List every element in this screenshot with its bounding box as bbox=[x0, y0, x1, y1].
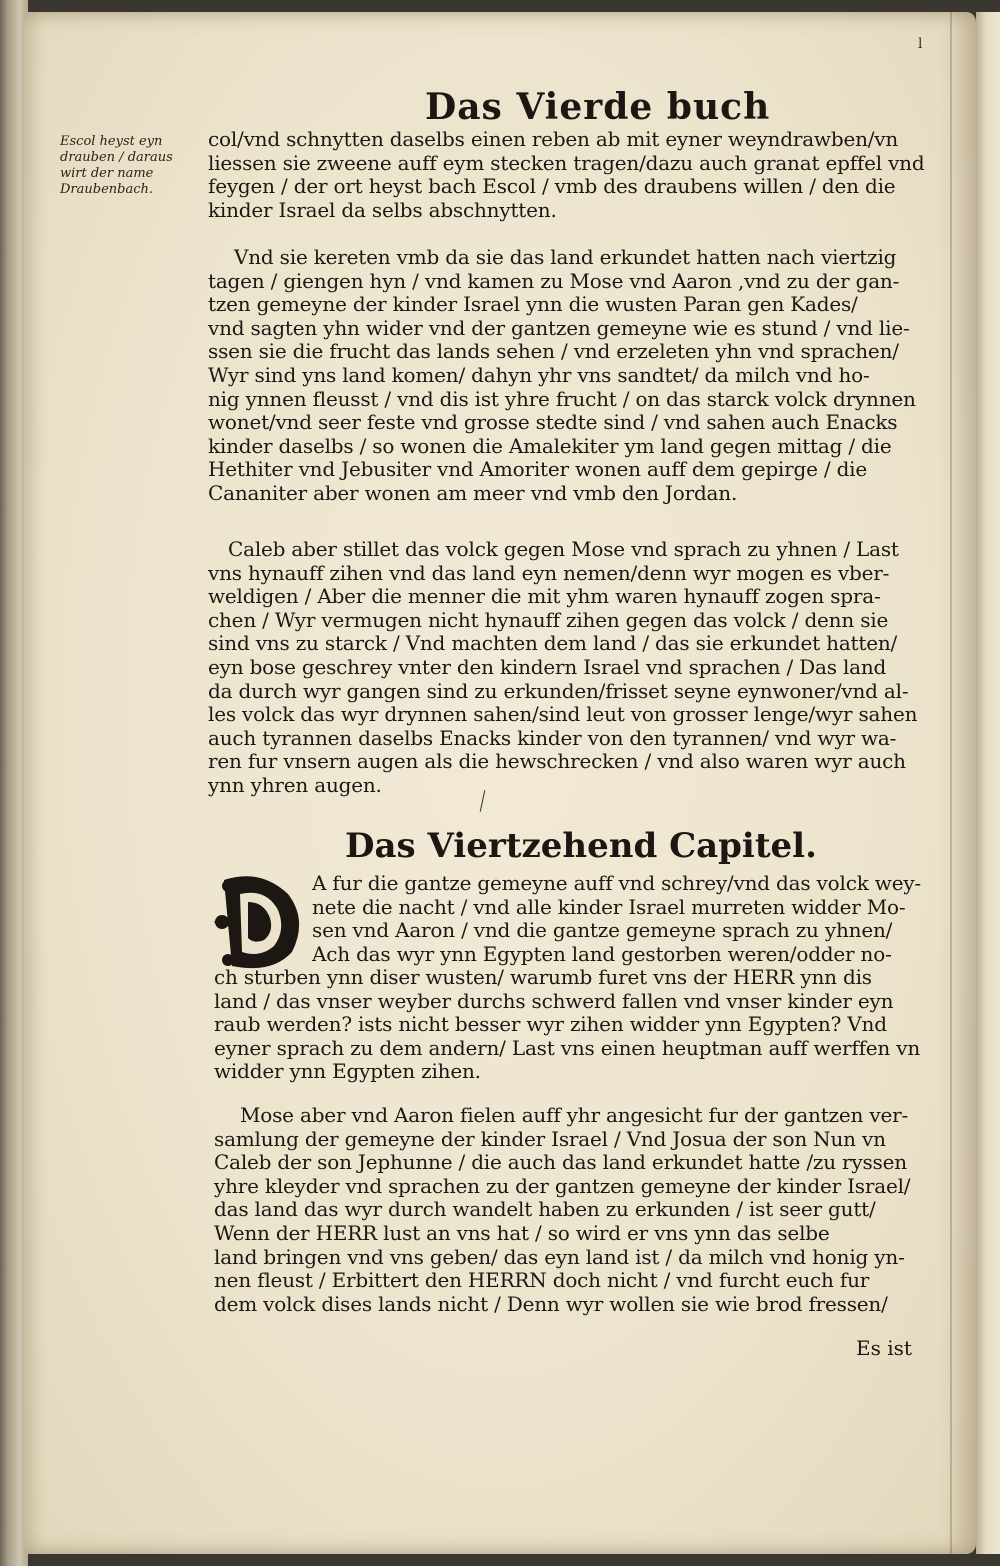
text-line: Caleb aber stillet das volck gegen Mose vnd sprach zu yhnen / Last bbox=[228, 537, 899, 561]
text-line: land bringen vnd vns geben/ das eyn land ist / da milch vnd honig yn- bbox=[214, 1244, 905, 1269]
paragraph-4-continued bbox=[214, 966, 924, 1084]
paragraph-2 bbox=[208, 246, 928, 506]
paragraph-4-opening bbox=[312, 872, 922, 966]
text-line: Vnd sie kereten vmb da sie das land erkundet hatten nach viertzig bbox=[234, 245, 897, 269]
text-line: eyner sprach zu dem andern/ Last vns einen heuptman auff werffen vn bbox=[214, 1035, 921, 1060]
text-line: feygen / der ort heyst bach Escol / vmb des draubens willen / den die bbox=[208, 174, 896, 199]
text-line: sen vnd Aaron / vnd die gantze gemeyne sprach zu yhnen/ bbox=[312, 918, 893, 943]
text-line: das land das wyr durch wandelt haben zu erkunden / ist seer gutt/ bbox=[214, 1197, 876, 1222]
text-line: A fur die gantze gemeyne auff vnd schrey/vnd das volck wey- bbox=[312, 871, 921, 895]
chapter-heading: Das Viertzehend Capitel. bbox=[345, 826, 817, 866]
paragraph-3 bbox=[208, 538, 928, 798]
text-line: dem volck dises lands nicht / Denn wyr wollen sie wie brod fressen/ bbox=[214, 1291, 888, 1316]
folio-mark: l bbox=[918, 36, 923, 52]
text-line: ren fur vnsern augen als die hewschrecken / vnd also waren wyr auch bbox=[208, 749, 906, 774]
text-line: Hethiter vnd Jebusiter vnd Amoriter wonen auff dem gepirge / die bbox=[208, 457, 868, 482]
margin-note-line: Escol heyst eyn bbox=[60, 134, 163, 149]
text-line: les volck das wyr drynnen sahen/sind leut von grosser lenge/wyr sahen bbox=[208, 702, 918, 727]
text-line: ynn yhren augen. bbox=[208, 772, 382, 797]
text-line: raub werden? ists nicht besser wyr zihen widder ynn Egypten? Vnd bbox=[214, 1012, 887, 1037]
text-line: liessen sie zweene auff eym stecken tragen/dazu auch granat epffel vnd bbox=[208, 150, 925, 175]
text-line: nig ynnen fleusst / vnd dis ist yhre frucht / on das starck volck drynnen bbox=[208, 386, 916, 411]
text-line: nen fleust / Erbittert den HERRN doch nicht / vnd furcht euch fur bbox=[214, 1268, 870, 1293]
text-line: tagen / giengen hyn / vnd kamen zu Mose vnd Aaron ,vnd zu der gan- bbox=[208, 268, 900, 293]
text-line: da durch wyr gangen sind zu erkunden/frisset seyne eynwoner/vnd al- bbox=[208, 678, 909, 703]
paragraph-1 bbox=[208, 128, 928, 222]
text-line: chen / Wyr vermugen nicht hynauff zihen gegen das volck / denn sie bbox=[208, 607, 889, 632]
text-line: sind vns zu starck / Vnd machten dem land / das sie erkundet hatten/ bbox=[208, 631, 898, 656]
text-line: eyn bose geschrey vnter den kindern Israel vnd sprachen / Das land bbox=[208, 654, 887, 679]
paragraph-5 bbox=[214, 1104, 934, 1316]
margin-note bbox=[60, 134, 210, 198]
decorated-initial bbox=[214, 872, 306, 972]
text-line: ch sturben ynn diser wusten/ warumb furet vns der HERR ynn dis bbox=[214, 965, 872, 989]
text-line: weldigen / Aber die menner die mit yhm waren hynauff zogen spra- bbox=[208, 584, 881, 609]
text-line: Caleb der son Jephunne / die auch das land erkundet hatte /zu ryssen bbox=[214, 1150, 907, 1175]
text-line: Mose aber vnd Aaron fielen auff yhr angesicht fur der gantzen ver- bbox=[240, 1103, 909, 1127]
text-line: land / das vnser weyber durchs schwerd fallen vnd vnser kinder eyn bbox=[214, 988, 894, 1013]
text-line: vns hynauff zihen vnd das land eyn nemen/denn wyr mogen es vber- bbox=[208, 560, 890, 585]
text-line: tzen gemeyne der kinder Israel ynn die wusten Paran gen Kades/ bbox=[208, 292, 858, 317]
running-head: Das Vierde buch bbox=[425, 86, 771, 128]
margin-note-line: Draubenbach. bbox=[60, 182, 154, 197]
text-line: yhre kleyder vnd sprachen zu der gantzen gemeyne der kinder Israel/ bbox=[214, 1173, 911, 1198]
text-line: kinder Israel da selbs abschnytten. bbox=[208, 197, 557, 222]
adjacent-page-edge bbox=[976, 12, 1000, 1554]
margin-note-line: wirt der name bbox=[60, 166, 154, 181]
decorated-initial-icon bbox=[214, 872, 306, 972]
text-line: Ach das wyr ynn Egypten land gestorben weren/odder no- bbox=[312, 941, 892, 966]
text-line: wonet/vnd seer feste vnd grosse stedte sind / vnd sahen auch Enacks bbox=[208, 410, 898, 435]
text-line: Wenn der HERR lust an vns hat / so wird er vns ynn das selbe bbox=[214, 1220, 830, 1245]
text-line: widder ynn Egypten zihen. bbox=[214, 1059, 481, 1084]
text-line: nete die nacht / vnd alle kinder Israel murreten widder Mo- bbox=[312, 894, 906, 919]
text-line: Cananiter aber wonen am meer vnd vmb den Jordan. bbox=[208, 480, 738, 505]
text-line: auch tyrannen daselbs Enacks kinder von den tyrannen/ vnd wyr wa- bbox=[208, 725, 897, 750]
text-line: samlung der gemeyne der kinder Israel / Vnd Josua der son Nun vn bbox=[214, 1126, 886, 1151]
page-edge-shadow bbox=[950, 12, 952, 1554]
text-line: vnd sagten yhn wider vnd der gantzen gemeyne wie es stund / vnd lie- bbox=[208, 315, 910, 340]
text-line: Wyr sind yns land komen/ dahyn yhr vns sandtet/ da milch vnd ho- bbox=[208, 362, 870, 387]
margin-note-line: drauben / daraus bbox=[60, 150, 173, 165]
catchword: Es ist bbox=[856, 1336, 912, 1360]
text-line: ssen sie die frucht das lands sehen / vnd erzeleten yhn vnd sprachen/ bbox=[208, 339, 899, 364]
text-line: kinder daselbs / so wonen die Amalekiter ym land gegen mittag / die bbox=[208, 433, 892, 458]
text-line: col/vnd schnytten daselbs einen reben ab mit eyner weyndrawben/vn bbox=[208, 127, 899, 151]
